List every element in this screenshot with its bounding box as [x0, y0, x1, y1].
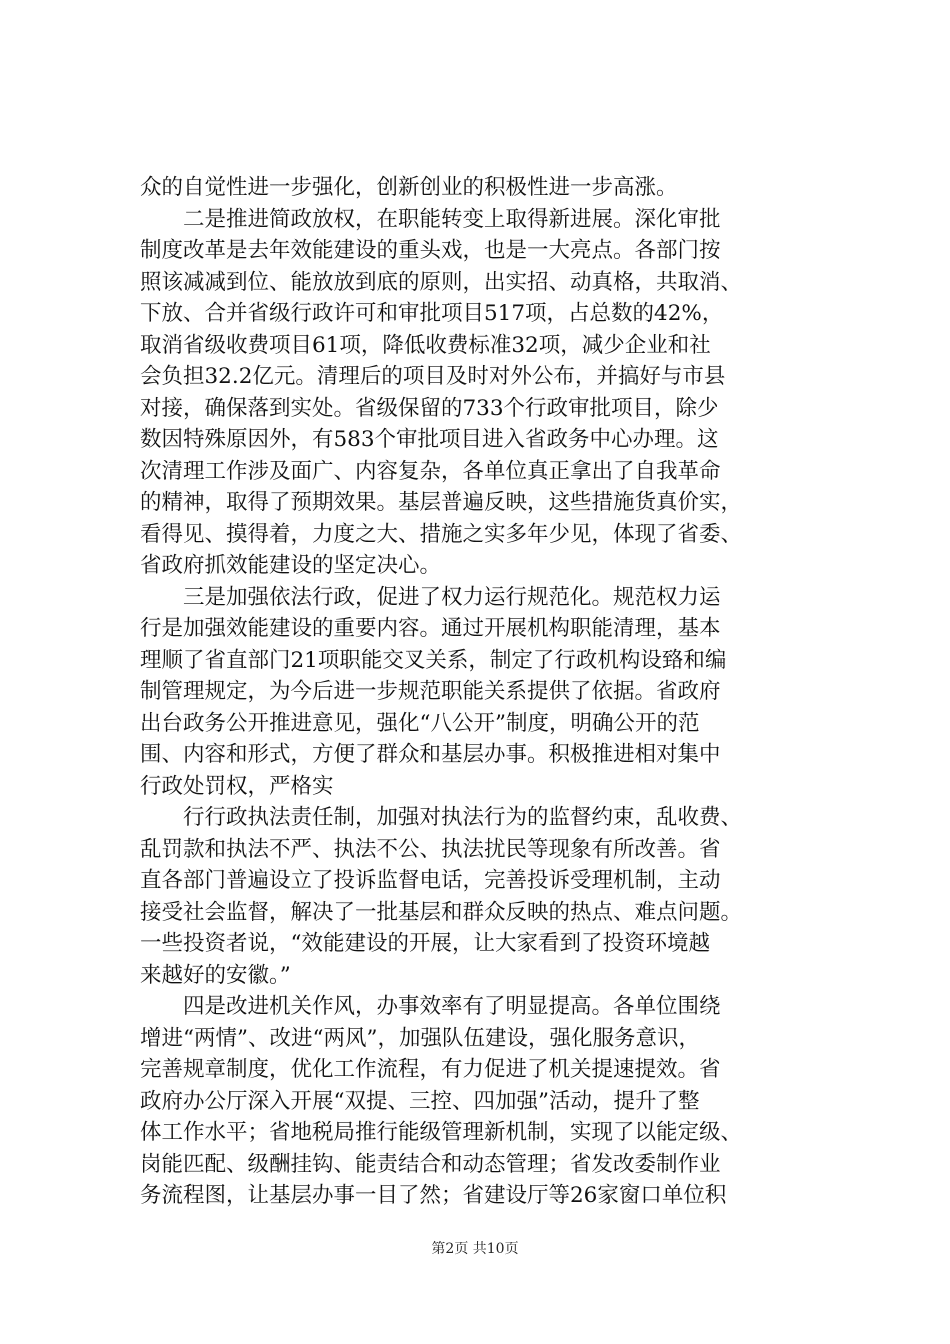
- text-line: 增进“两情”、改进“两风”，加强队伍建设，强化服务意识，: [140, 1025, 700, 1051]
- text-line: 完善规章制度，优化工作流程，有力促进了机关提速提效。省: [140, 1057, 721, 1082]
- text-line: 次清理工作涉及面广、内容复杂，各单位真正拿出了自我革命: [140, 458, 721, 484]
- text-line: 行政处罚权，严格实: [140, 773, 334, 799]
- text-line: 数因特殊原因外，有583个审批项目进入省政务中心办理。这: [140, 427, 719, 452]
- text-line: 取消省级收费项目61项，降低收费标准32项，减少企业和社: [140, 332, 711, 358]
- text-line: 岗能匹配、级酬挂钩、能责结合和动态管理；省发改委制作业: [140, 1151, 721, 1177]
- text-line: 来越好的安徽。”: [140, 962, 291, 988]
- text-line: 四是改进机关作风，办事效率有了明显提高。各单位围绕: [140, 994, 721, 1019]
- text-line: 三是加强依法行政，促进了权力运行规范化。规范权力运: [140, 584, 721, 610]
- text-line: 一些投资者说，“效能建设的开展，让大家看到了投资环境越: [140, 931, 710, 956]
- text-line: 接受社会监督，解决了一批基层和群众反映的热点、难点问题。: [140, 899, 743, 925]
- text-line: 下放、合并省级行政许可和审批项目517项，占总数的42%，: [140, 301, 724, 326]
- text-line: 直各部门普遍设立了投诉监督电话，完善投诉受理机制，主动: [140, 868, 721, 893]
- text-line: 体工作水平；省地税局推行能级管理新机制，实现了以能定级、: [140, 1120, 743, 1145]
- text-line: 二是推进简政放权，在职能转变上取得新进展。深化审批: [140, 206, 721, 232]
- text-line: 制度改革是去年效能建设的重头戏，也是一大亮点。各部门按: [140, 238, 721, 263]
- text-line: 出台政务公开推进意见，强化“八公开”制度，明确公开的范: [140, 710, 700, 736]
- document-body: [140, 172, 820, 1212]
- text-line: 众的自觉性进一步强化，创新创业的积极性进一步高涨。: [140, 175, 678, 200]
- text-line: 照该减减到位、能放放到底的原则，出实招、动真格，共取消、: [140, 269, 743, 295]
- text-line: 行是加强效能建设的重要内容。通过开展机构职能清理，基本: [140, 616, 721, 641]
- text-line: 制管理规定，为今后进一步规范职能关系提供了依据。省政府: [140, 679, 721, 704]
- text-line: 的精神，取得了预期效果。基层普遍反映，这些措施货真价实，: [140, 490, 743, 515]
- text-line: 看得见、摸得着，力度之大、措施之实多年少见，体现了省委、: [140, 521, 743, 547]
- text-line: 务流程图，让基层办事一目了然；省建设厅等26家窗口单位积: [140, 1183, 727, 1208]
- text-line: 行行政执法责任制，加强对执法行为的监督约束，乱收费、: [140, 805, 743, 830]
- page-number-footer: 第2页 共10页: [431, 1241, 519, 1257]
- text-line: 省政府抓效能建设的坚定决心。: [140, 553, 442, 578]
- text-line: 理顺了省直部门21项职能交叉关系，制定了行政机构设臵和编: [140, 647, 727, 673]
- text-line: 政府办公厅深入开展“双提、三控、四加强”活动，提升了整: [140, 1088, 700, 1114]
- text-line: 对接，确保落到实处。省级保留的733个行政审批项目，除少: [140, 395, 719, 421]
- text-line: 乱罚款和执法不严、执法不公、执法扰民等现象有所改善。省: [140, 836, 721, 862]
- text-line: 会负担32.2亿元。清理后的项目及时对外公布，并搞好与市县: [140, 364, 726, 389]
- text-line: 围、内容和形式，方便了群众和基层办事。积极推进相对集中: [140, 742, 721, 767]
